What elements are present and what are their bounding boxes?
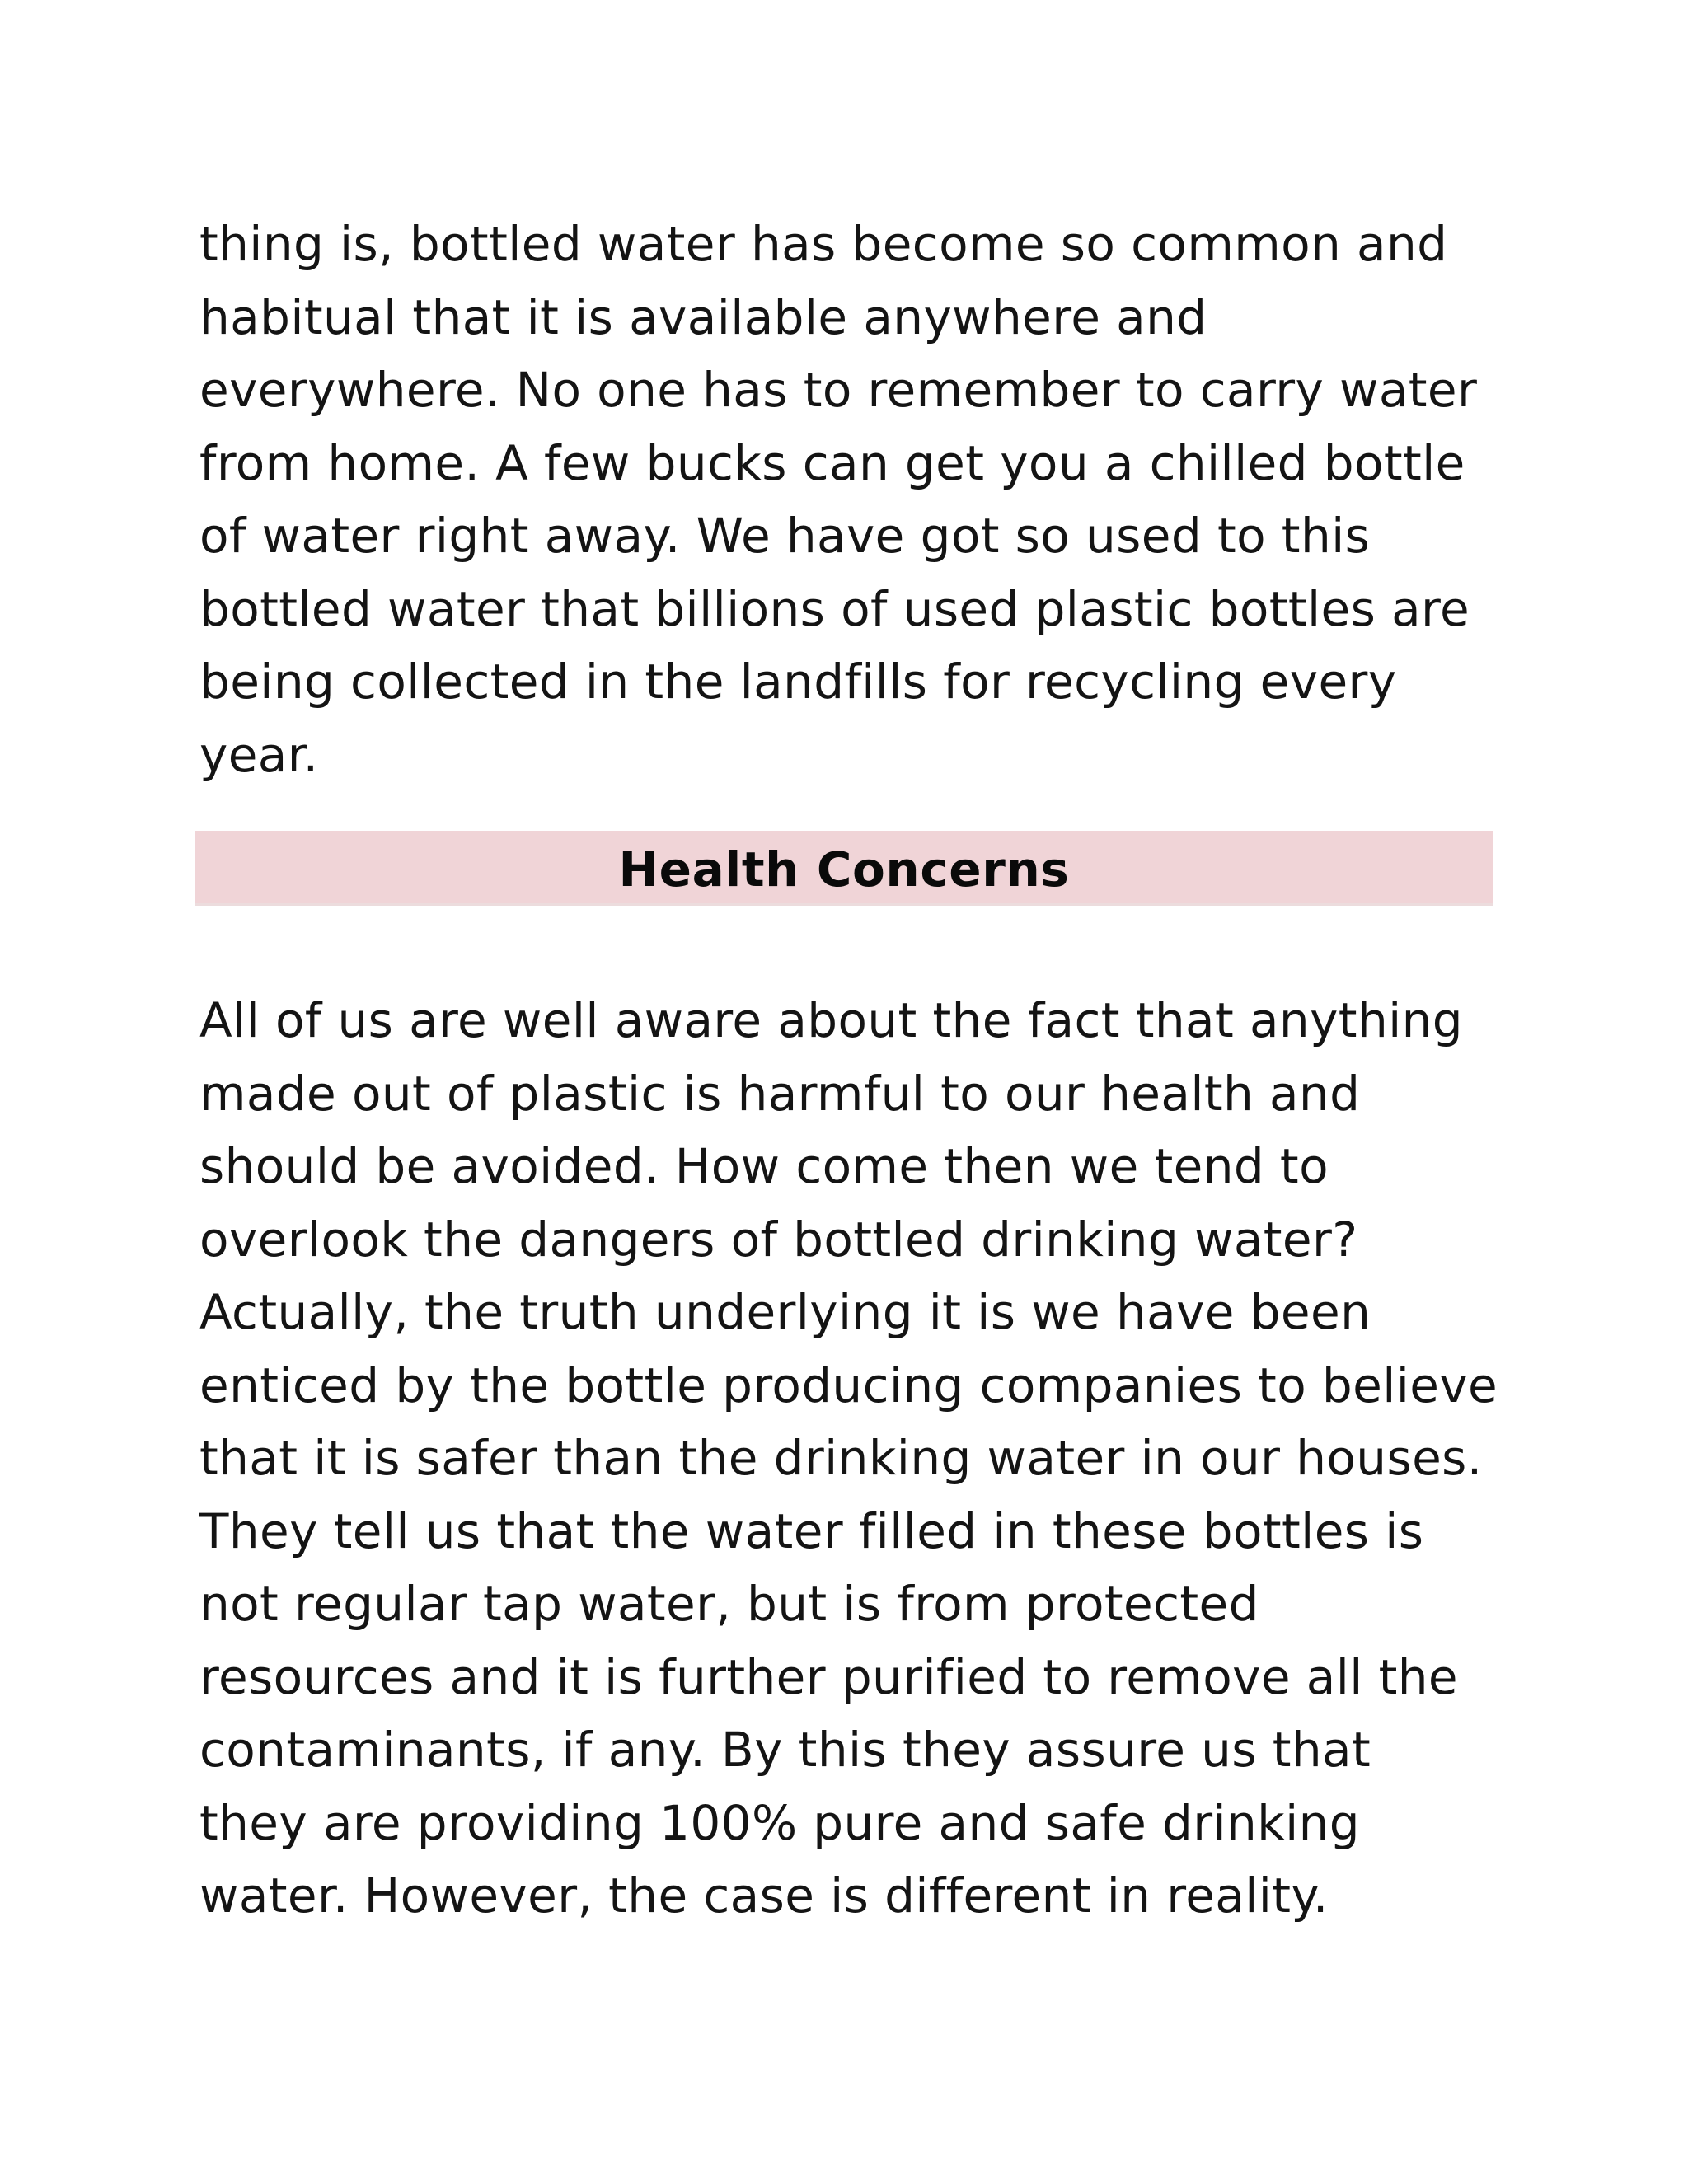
paragraph-line: year. (199, 726, 319, 783)
paragraph-line: being collected in the landfills for recycling every (199, 654, 1397, 710)
paragraph-line: of water right away. We have got so used to this (199, 508, 1371, 564)
paragraph-line: All of us are well aware about the fact that anything (199, 992, 1463, 1048)
section-heading-bar (195, 831, 1493, 906)
section-heading: Health Concerns (618, 841, 1070, 898)
paragraph-line: resources and it is further purified to remove all the (199, 1648, 1458, 1705)
paragraph-line: made out of plastic is harmful to our health and (199, 1065, 1361, 1122)
paragraph-line: They tell us that the water filled in these bottles is (199, 1502, 1424, 1559)
paragraph-bottled-water-habit (199, 208, 1502, 791)
paragraph-line: not regular tap water, but is from protected (199, 1576, 1259, 1632)
paragraph-line: bottled water that billions of used plastic bottles are (199, 580, 1470, 637)
paragraph-line: enticed by the bottle producing companies to believe (199, 1357, 1498, 1413)
paragraph-line: from home. A few bucks can get you a chilled bottle (199, 434, 1465, 491)
paragraph-line: should be avoided. How come then we tend to (199, 1138, 1329, 1194)
paragraph-line: Actually, the truth underlying it is we have been (199, 1284, 1372, 1340)
paragraph-line: thing is, bottled water has become so common and (199, 216, 1448, 272)
paragraph-line: habitual that it is available anywhere and (199, 288, 1207, 345)
paragraph-health-concerns (199, 984, 1502, 1933)
paragraph-line: contaminants, if any. By this they assure us that (199, 1722, 1372, 1778)
paragraph-line: everywhere. No one has to remember to carry water (199, 362, 1478, 418)
paragraph-line: overlook the dangers of bottled drinking water? (199, 1211, 1358, 1268)
paragraph-line: they are providing 100% pure and safe drinking (199, 1794, 1361, 1851)
paragraph-line: water. However, the case is different in reality. (199, 1868, 1329, 1924)
paragraph-line: that it is safer than the drinking water in our houses. (199, 1430, 1483, 1486)
